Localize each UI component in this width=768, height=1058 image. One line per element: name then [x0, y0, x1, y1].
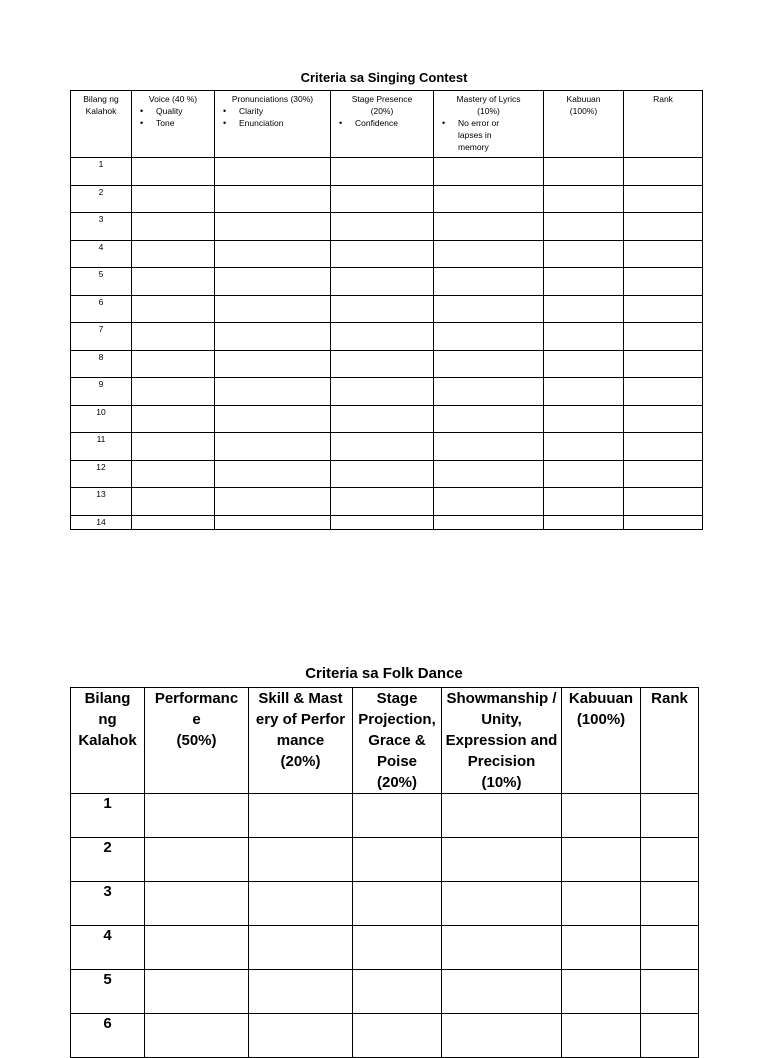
participant-number: 2 [71, 838, 145, 882]
singing-criteria-table [70, 90, 703, 530]
participant-number: 3 [71, 882, 145, 926]
participant-number: 1 [71, 158, 132, 186]
score-cell[interactable] [145, 1014, 249, 1058]
table-row [71, 158, 703, 186]
score-cell[interactable] [641, 882, 699, 926]
score-cell[interactable] [562, 838, 641, 882]
score-cell[interactable] [434, 240, 544, 268]
score-cell[interactable] [215, 323, 331, 351]
list-item: • Confidence [331, 117, 433, 129]
score-cell[interactable] [544, 158, 624, 186]
score-cell[interactable] [544, 350, 624, 378]
score-cell[interactable] [562, 794, 641, 838]
score-cell[interactable] [132, 268, 215, 296]
score-cell[interactable] [215, 185, 331, 213]
score-cell[interactable] [442, 1014, 562, 1058]
score-cell[interactable] [132, 350, 215, 378]
score-cell[interactable] [132, 240, 215, 268]
table-row [71, 295, 703, 323]
score-cell[interactable] [434, 488, 544, 516]
score-cell[interactable] [331, 185, 434, 213]
score-cell[interactable] [434, 295, 544, 323]
table-row [71, 185, 703, 213]
header-rank: Rank [624, 91, 703, 158]
score-cell[interactable] [132, 488, 215, 516]
score-cell[interactable] [331, 433, 434, 461]
score-cell[interactable] [215, 295, 331, 323]
pronunciation-criteria-list [215, 105, 330, 129]
score-cell[interactable] [331, 323, 434, 351]
score-cell[interactable] [624, 433, 703, 461]
score-cell[interactable] [434, 515, 544, 529]
score-cell[interactable] [544, 460, 624, 488]
score-cell[interactable] [331, 295, 434, 323]
table-row [71, 323, 703, 351]
participant-number: 14 [71, 515, 132, 529]
header-showmanship: Showmanship / Unity, Expression and Precision (10%) [442, 688, 562, 794]
score-cell[interactable] [249, 926, 353, 970]
score-cell[interactable] [353, 1014, 442, 1058]
header-stage-presence: Stage Presence (20%) • Confidence [331, 91, 434, 158]
score-cell[interactable] [434, 378, 544, 406]
score-cell[interactable] [331, 405, 434, 433]
score-cell[interactable] [331, 158, 434, 186]
table-row [71, 460, 703, 488]
folk-dance-criteria-table [70, 687, 699, 1058]
score-cell[interactable] [434, 323, 544, 351]
score-cell[interactable] [434, 268, 544, 296]
score-cell[interactable] [145, 926, 249, 970]
table-row [71, 488, 703, 516]
participant-number: 11 [71, 433, 132, 461]
score-cell[interactable] [331, 488, 434, 516]
score-cell[interactable] [215, 268, 331, 296]
score-cell[interactable] [331, 213, 434, 241]
score-cell[interactable] [434, 185, 544, 213]
list-item: • Clarity [215, 105, 330, 117]
header-total: Kabuuan (100%) [562, 688, 641, 794]
score-cell[interactable] [562, 1014, 641, 1058]
table-row [71, 794, 699, 838]
score-cell[interactable] [215, 488, 331, 516]
participant-number: 8 [71, 350, 132, 378]
participant-number: 10 [71, 405, 132, 433]
score-cell[interactable] [331, 240, 434, 268]
voice-criteria-list [132, 105, 214, 129]
list-item: • Tone [132, 117, 214, 129]
participant-number: 4 [71, 240, 132, 268]
score-cell[interactable] [624, 405, 703, 433]
header-mastery-of-lyrics: Mastery of Lyrics (10%) • No error or lapses in memory [434, 91, 544, 158]
score-cell[interactable] [331, 460, 434, 488]
score-cell[interactable] [624, 158, 703, 186]
table-header-row [71, 688, 699, 794]
score-cell[interactable] [132, 213, 215, 241]
score-cell[interactable] [624, 185, 703, 213]
score-cell[interactable] [624, 488, 703, 516]
score-cell[interactable] [215, 158, 331, 186]
participant-number: 9 [71, 378, 132, 406]
score-cell[interactable] [132, 515, 215, 529]
score-cell[interactable] [434, 213, 544, 241]
score-cell[interactable] [544, 185, 624, 213]
header-stage-projection: Stage Projection, Grace & Poise (20%) [353, 688, 442, 794]
score-cell[interactable] [132, 158, 215, 186]
score-cell[interactable] [544, 213, 624, 241]
score-cell[interactable] [249, 794, 353, 838]
score-cell[interactable] [331, 515, 434, 529]
score-cell[interactable] [132, 323, 215, 351]
table-header-row [71, 91, 703, 158]
score-cell[interactable] [641, 970, 699, 1014]
table-row [71, 433, 703, 461]
table-row [71, 350, 703, 378]
score-cell[interactable] [442, 794, 562, 838]
participant-number: 7 [71, 323, 132, 351]
score-cell[interactable] [624, 323, 703, 351]
header-voice: Voice (40 %) • Quality • Tone [132, 91, 215, 158]
score-cell[interactable] [641, 794, 699, 838]
score-cell[interactable] [544, 488, 624, 516]
score-cell[interactable] [562, 970, 641, 1014]
score-cell[interactable] [215, 433, 331, 461]
participant-number: 5 [71, 268, 132, 296]
score-cell[interactable] [132, 295, 215, 323]
table-row [71, 970, 699, 1014]
header-performance: Performance (50%) [145, 688, 249, 794]
score-cell[interactable] [145, 794, 249, 838]
table-row [71, 882, 699, 926]
score-cell[interactable] [215, 515, 331, 529]
table-row [71, 1014, 699, 1058]
score-cell[interactable] [624, 515, 703, 529]
table-row [71, 405, 703, 433]
score-cell[interactable] [442, 970, 562, 1014]
score-cell[interactable] [215, 240, 331, 268]
score-cell[interactable] [544, 268, 624, 296]
table-row [71, 378, 703, 406]
score-cell[interactable] [442, 926, 562, 970]
score-cell[interactable] [215, 460, 331, 488]
table-row [71, 240, 703, 268]
score-cell[interactable] [434, 460, 544, 488]
score-cell[interactable] [215, 405, 331, 433]
score-cell[interactable] [249, 838, 353, 882]
score-cell[interactable] [353, 838, 442, 882]
score-cell[interactable] [353, 970, 442, 1014]
score-cell[interactable] [641, 1014, 699, 1058]
score-cell[interactable] [544, 405, 624, 433]
stage-criteria-list [331, 117, 433, 129]
list-item: • Enunciation [215, 117, 330, 129]
participant-number: 12 [71, 460, 132, 488]
header-pronunciation: Pronunciations (30%) • Clarity • Enunciation [215, 91, 331, 158]
score-cell[interactable] [249, 970, 353, 1014]
table-row [71, 268, 703, 296]
score-cell[interactable] [641, 838, 699, 882]
score-cell[interactable] [434, 350, 544, 378]
participant-number: 2 [71, 185, 132, 213]
score-cell[interactable] [442, 838, 562, 882]
score-cell[interactable] [544, 240, 624, 268]
score-cell[interactable] [145, 838, 249, 882]
score-cell[interactable] [249, 1014, 353, 1058]
singing-contest-title: Criteria sa Singing Contest [300, 70, 468, 85]
score-cell[interactable] [331, 378, 434, 406]
participant-number: 5 [71, 970, 145, 1014]
score-cell[interactable] [353, 926, 442, 970]
score-cell[interactable] [145, 882, 249, 926]
score-cell[interactable] [331, 268, 434, 296]
table-row [71, 926, 699, 970]
score-cell[interactable] [544, 515, 624, 529]
score-cell[interactable] [544, 378, 624, 406]
header-total: Kabuuan (100%) [544, 91, 624, 158]
score-cell[interactable] [562, 926, 641, 970]
score-cell[interactable] [442, 882, 562, 926]
score-cell[interactable] [624, 213, 703, 241]
score-cell[interactable] [544, 323, 624, 351]
header-participant: Bilang ng Kalahok [71, 91, 132, 158]
score-cell[interactable] [145, 970, 249, 1014]
score-cell[interactable] [624, 240, 703, 268]
score-cell[interactable] [624, 268, 703, 296]
table-row [71, 515, 703, 529]
participant-number: 1 [71, 794, 145, 838]
score-cell[interactable] [132, 185, 215, 213]
score-cell[interactable] [249, 882, 353, 926]
list-item: • Quality [132, 105, 214, 117]
participant-number: 6 [71, 1014, 145, 1058]
score-cell[interactable] [215, 213, 331, 241]
header-participant: Bilang ng Kalahok [71, 688, 145, 794]
score-cell[interactable] [434, 405, 544, 433]
score-cell[interactable] [215, 378, 331, 406]
participant-number: 3 [71, 213, 132, 241]
score-cell[interactable] [215, 350, 331, 378]
participant-number: 13 [71, 488, 132, 516]
score-cell[interactable] [132, 433, 215, 461]
table-row [71, 838, 699, 882]
header-skill-mastery: Skill & Mastery of Performance (20%) [249, 688, 353, 794]
table-row [71, 213, 703, 241]
score-cell[interactable] [434, 158, 544, 186]
header-rank: Rank [641, 688, 699, 794]
score-cell[interactable] [353, 882, 442, 926]
score-cell[interactable] [132, 405, 215, 433]
list-item: • No error or lapses in memory [434, 117, 510, 153]
participant-number: 6 [71, 295, 132, 323]
score-cell[interactable] [624, 460, 703, 488]
score-cell[interactable] [434, 433, 544, 461]
score-cell[interactable] [624, 350, 703, 378]
score-cell[interactable] [132, 460, 215, 488]
folk-dance-title: Criteria sa Folk Dance [305, 665, 463, 682]
score-cell[interactable] [353, 794, 442, 838]
score-cell[interactable] [641, 926, 699, 970]
score-cell[interactable] [624, 378, 703, 406]
score-cell[interactable] [544, 295, 624, 323]
score-cell[interactable] [624, 295, 703, 323]
score-cell[interactable] [562, 882, 641, 926]
participant-number: 4 [71, 926, 145, 970]
score-cell[interactable] [132, 378, 215, 406]
score-cell[interactable] [331, 350, 434, 378]
score-cell[interactable] [544, 433, 624, 461]
mastery-criteria-list [434, 117, 543, 153]
